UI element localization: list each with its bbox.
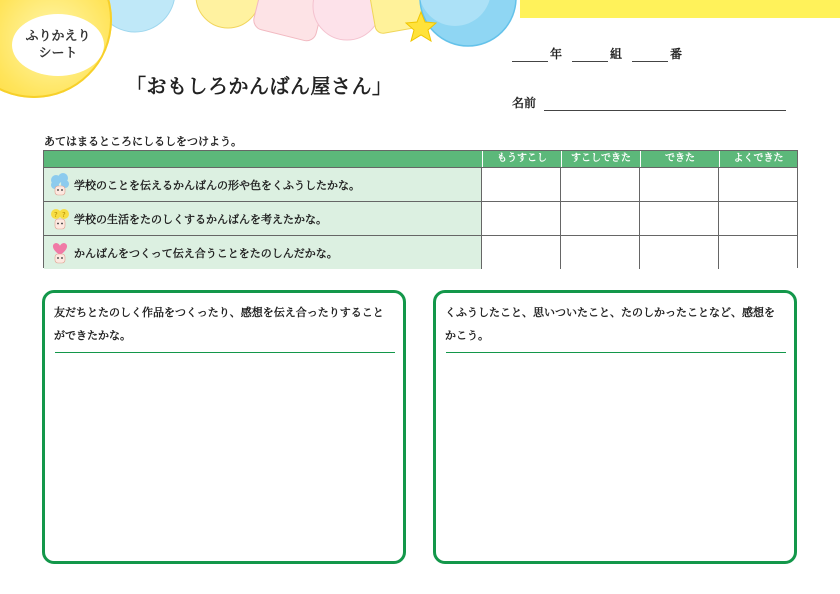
reflection-sheet-badge bbox=[0, 0, 112, 98]
rating-cell[interactable] bbox=[561, 168, 640, 201]
rating-cell[interactable] bbox=[482, 202, 561, 235]
peer-feedback-box[interactable] bbox=[42, 290, 406, 564]
impressions-prompt: くふうしたこと、思いついたこと、たのしかったことなど、感想をかこう。 bbox=[445, 306, 775, 342]
year-label: 年 bbox=[550, 47, 563, 61]
badge-label: ふりかえり シート bbox=[25, 29, 91, 61]
divider-line bbox=[446, 352, 786, 353]
column-header: すこしできた bbox=[561, 151, 640, 167]
class-blank[interactable] bbox=[572, 49, 608, 62]
row-question: 学校のことを伝えるかんばんの形や色をくふうしたかな。 bbox=[74, 179, 360, 192]
table-header bbox=[44, 151, 797, 167]
peer-feedback-prompt: 友だちとたのしく作品をつくったり、感想を伝え合ったりすることができたかな。 bbox=[54, 306, 384, 342]
name-row bbox=[512, 94, 786, 111]
row-question: 学校の生活をたのしくするかんばんを考えたかな。 bbox=[74, 213, 327, 226]
rating-cell[interactable] bbox=[561, 236, 640, 269]
page-title: 「おもしろかんばん屋さん」 bbox=[126, 74, 393, 98]
rating-cell[interactable] bbox=[640, 236, 719, 269]
table-row bbox=[44, 235, 797, 269]
impressions-box[interactable] bbox=[433, 290, 797, 564]
rating-cell[interactable] bbox=[640, 168, 719, 201]
column-header: できた bbox=[640, 151, 719, 167]
year-blank[interactable] bbox=[512, 49, 548, 62]
header-decoration bbox=[0, 0, 840, 60]
column-header: よくできた bbox=[719, 151, 797, 167]
name-label: 名前 bbox=[512, 96, 537, 110]
table-row bbox=[44, 167, 797, 201]
row-question: かんばんをつくって伝え合うことをたのしんだかな。 bbox=[74, 247, 338, 260]
rating-cell[interactable] bbox=[719, 202, 797, 235]
rating-cell[interactable] bbox=[719, 236, 797, 269]
class-label: 組 bbox=[610, 47, 623, 61]
svg-text:?: ? bbox=[54, 211, 58, 219]
yellow-character-icon bbox=[49, 207, 71, 231]
number-blank[interactable] bbox=[632, 49, 668, 62]
rating-cell[interactable] bbox=[482, 168, 561, 201]
row-label-cell bbox=[44, 236, 482, 269]
blue-character-icon bbox=[49, 173, 71, 197]
number-label: 番 bbox=[670, 47, 683, 61]
rating-cell[interactable] bbox=[561, 202, 640, 235]
rating-cell[interactable] bbox=[482, 236, 561, 269]
rating-cell[interactable] bbox=[640, 202, 719, 235]
row-label-cell bbox=[44, 202, 482, 235]
svg-text:?: ? bbox=[62, 211, 66, 219]
self-assessment-table bbox=[43, 150, 798, 268]
rating-cell[interactable] bbox=[719, 168, 797, 201]
pink-character-icon bbox=[49, 241, 71, 265]
instruction-text: あてはまるところにしるしをつけよう。 bbox=[44, 135, 242, 148]
divider-line bbox=[55, 352, 395, 353]
row-label-cell bbox=[44, 168, 482, 201]
table-row bbox=[44, 201, 797, 235]
column-header: もうすこし bbox=[482, 151, 561, 167]
class-info-row bbox=[512, 45, 682, 62]
name-field[interactable] bbox=[544, 98, 786, 111]
